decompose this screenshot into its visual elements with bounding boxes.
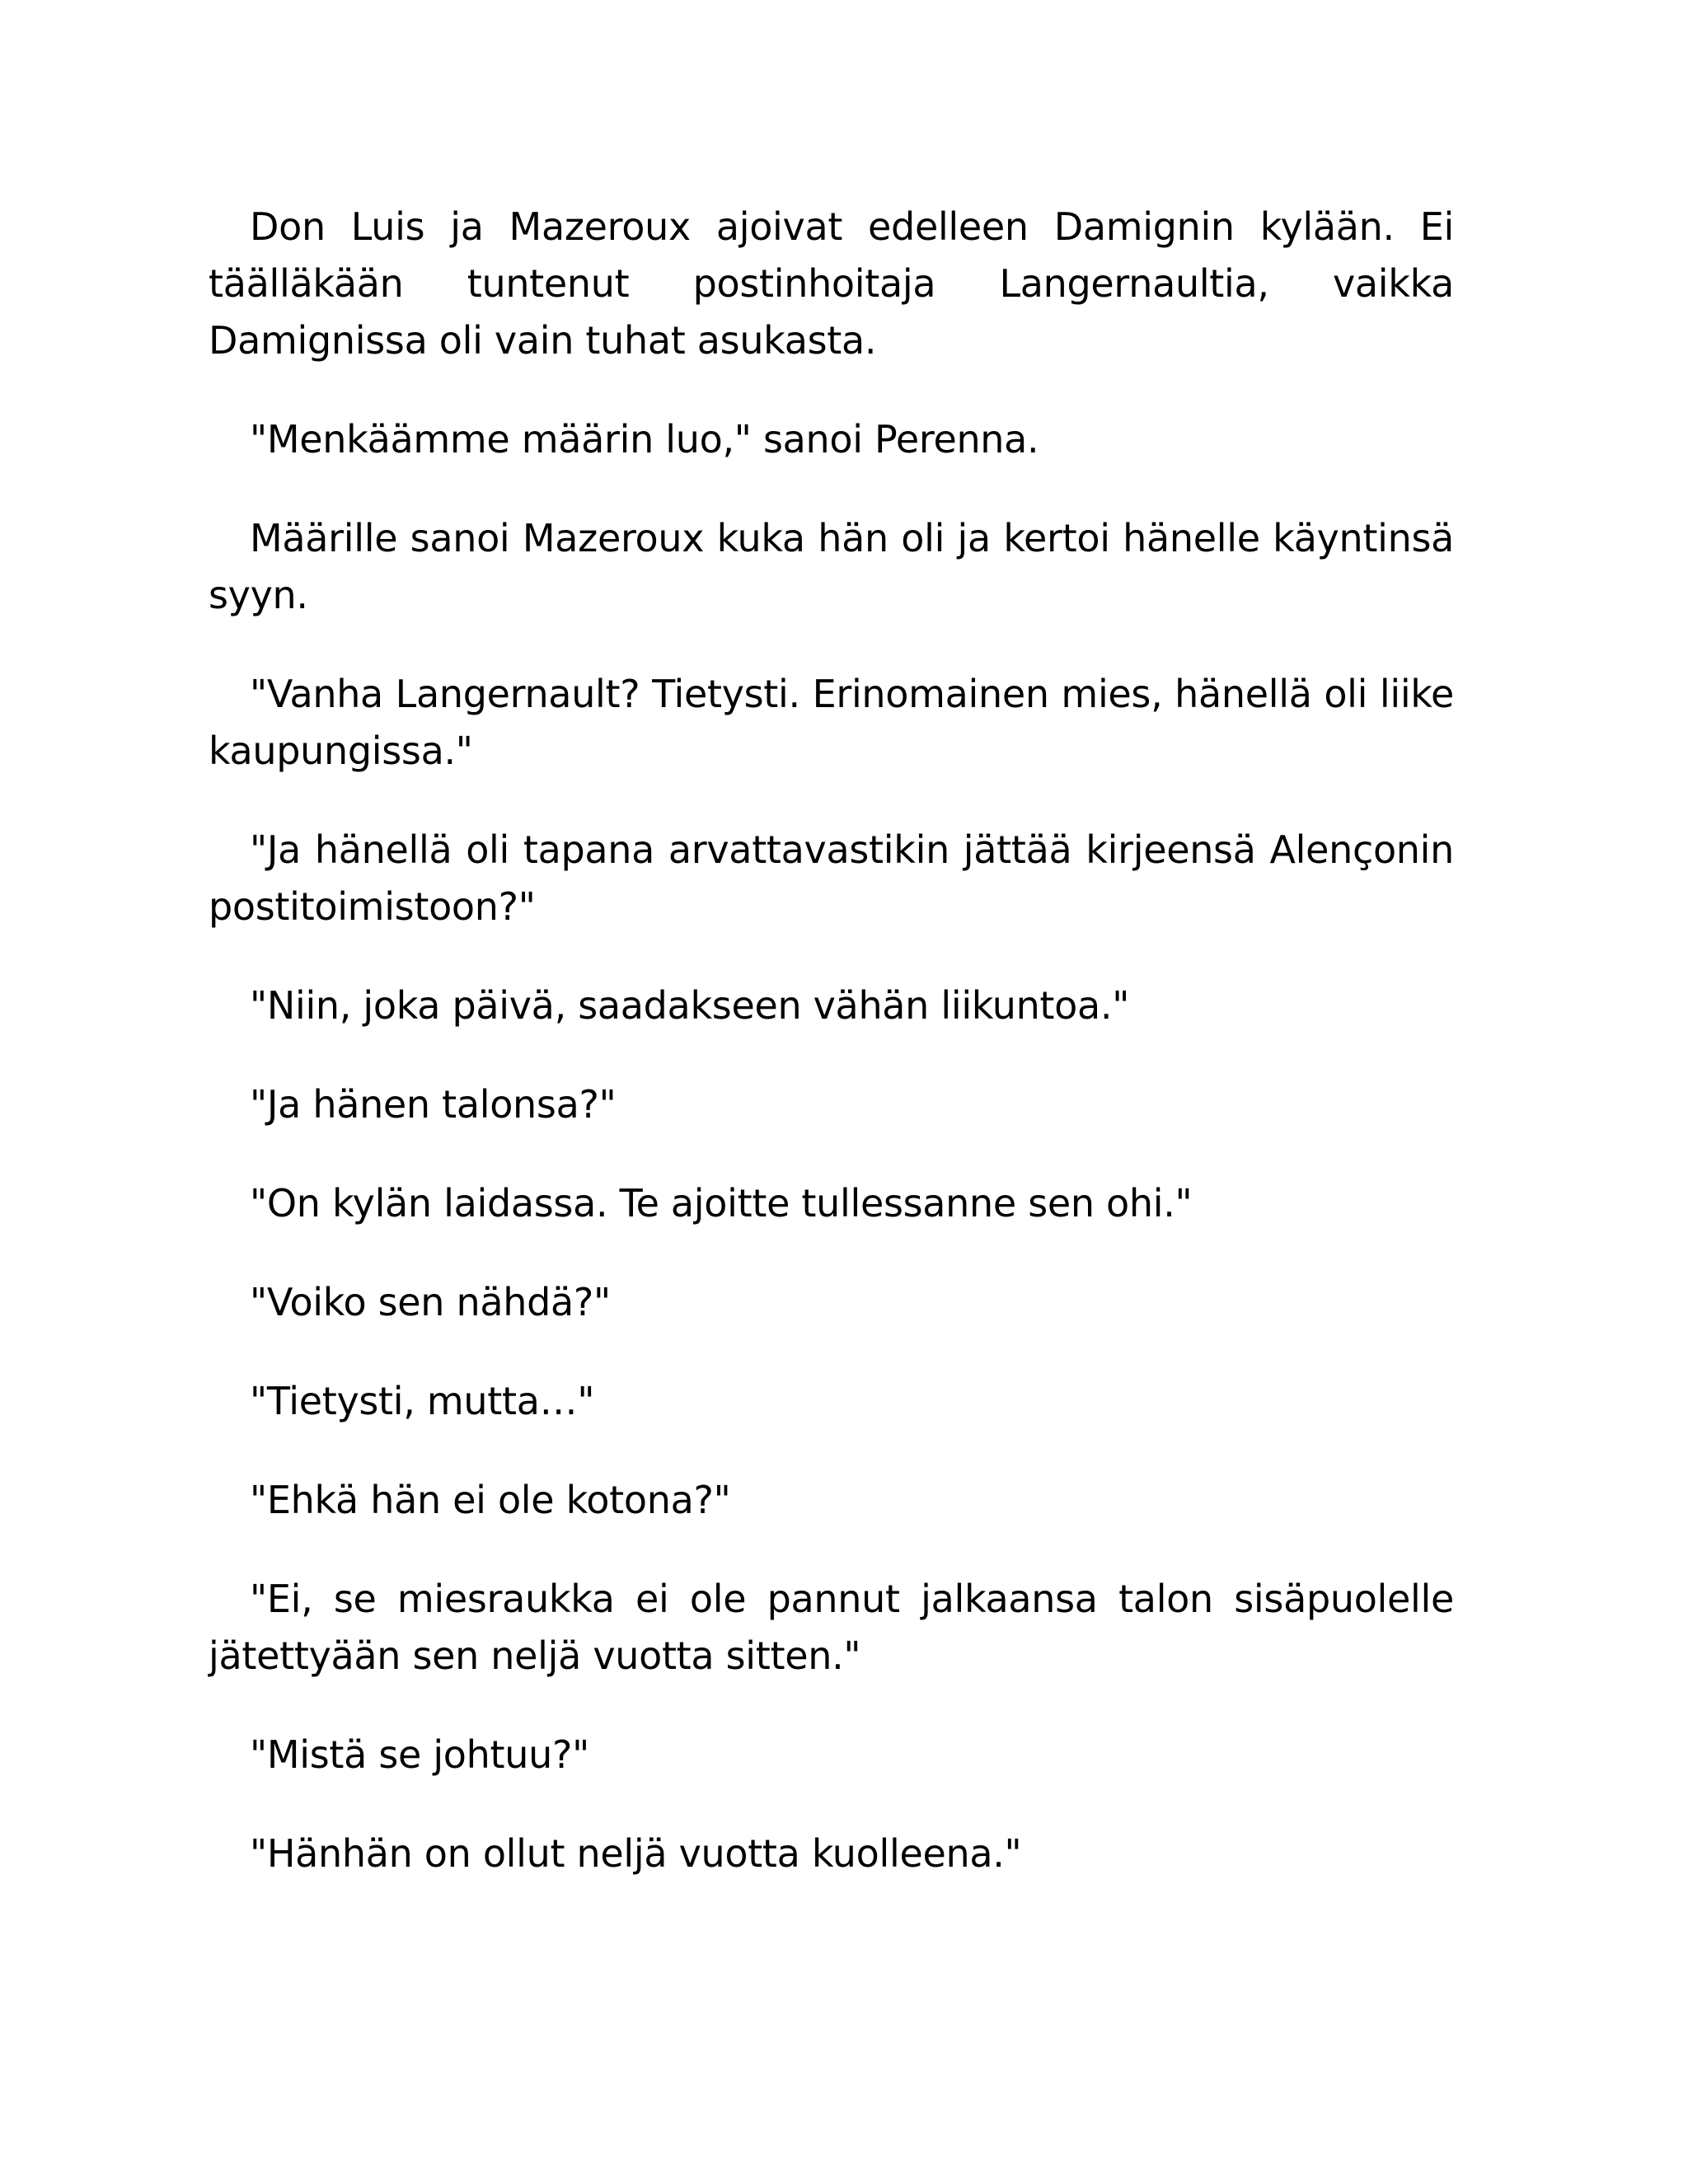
paragraph: Don Luis ja Mazeroux ajoivat edelleen Damignin kylään. Ei täälläkään tuntenut postinhoitaja Langernaultia, vaikka Damignissa oli vain tuhat asukasta. <box>209 204 1454 363</box>
paragraph: "Niin, joka päivä, saadakseen vähän liikuntoa." <box>250 983 1130 1028</box>
paragraph: "Mistä se johtuu?" <box>250 1732 589 1777</box>
paragraph: "Ja hänellä oli tapana arvattavastikin jättää kirjeensä Alençonin postitoimistoon?" <box>209 827 1454 929</box>
paragraph: Määrille sanoi Mazeroux kuka hän oli ja kertoi hänelle käyntinsä syyn. <box>209 516 1454 617</box>
paragraph: "On kylän laidassa. Te ajoitte tullessanne sen ohi." <box>250 1181 1193 1226</box>
paragraph: "Menkäämme määrin luo," sanoi Perenna. <box>250 417 1039 462</box>
body-text <box>209 199 1454 1924</box>
paragraph: "Vanha Langernault? Tietysti. Erinomainen mies, hänellä oli liike kaupungissa." <box>209 672 1454 773</box>
paragraph: "Ehkä hän ei ole kotona?" <box>250 1478 731 1522</box>
paragraph: "Voiko sen nähdä?" <box>250 1280 611 1324</box>
paragraph: "Hänhän on ollut neljä vuotta kuolleena." <box>250 1831 1022 1876</box>
paragraph: "Ja hänen talonsa?" <box>250 1082 617 1127</box>
paragraph: "Ei, se miesraukka ei ole pannut jalkaansa talon sisäpuolelle jätettyään sen neljä vuotta sitten." <box>209 1577 1454 1678</box>
paragraph: "Tietysti, mutta…" <box>250 1379 595 1423</box>
